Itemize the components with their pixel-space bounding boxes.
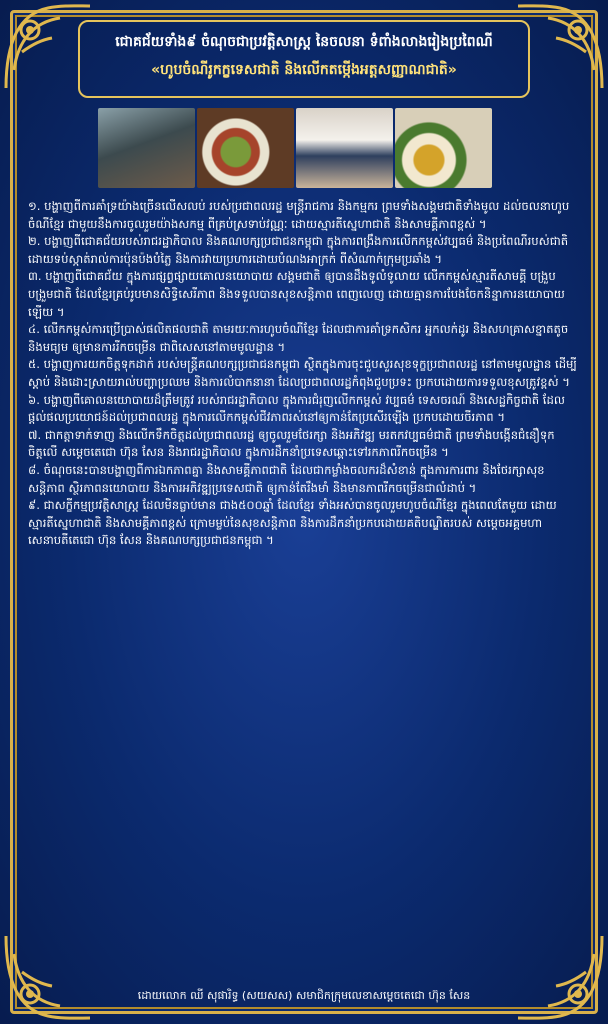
paragraph-2: ២. បង្ហាញពីជោគជ័យរបស់រាជរដ្ឋាភិបាល និងគណបក្សប្រជាជនកម្ពុជា ក្នុងការពង្រឹងការលើកកម្ពស់វប្បធម៌ និងប្រពៃណីរបស់ជាតិ ដោយទប់ស្កាត់រាល់ការប៉ុនប៉ងបំភ្លៃ និងការវាយប្រហារដោយបំណងអាក្រក់ ពីសំណាក់ក្រុមប្រឆាំង ។: [28, 234, 569, 266]
paragraph-8: ៨. ចំណុចនេះបានបង្ហាញពីការឯកភាពគ្នា និងសាមគ្គីភាពជាតិ ដែលជាកម្លាំងចលករដ៏សំខាន់ ក្នុងការការពារ និងថែរក្សាសុខសន្តិភាព ស្ថិរភាពនយោបាយ និងការអភិវឌ្ឍប្រទេសជាតិ ឲ្យកាន់តែរឹងមាំ និងមានភាពរីកចម្រើនជាលំដាប់ ។: [28, 462, 545, 495]
photo-leader-eating: [296, 108, 393, 188]
photo-strip: [98, 108, 492, 188]
ornament-corner-icon: [0, 929, 95, 1024]
paragraph-3: ៣. បង្ហាញពីជោគជ័យ ក្នុងការផ្សព្វផ្សាយគោលនយោបាយ សង្គមជាតិ ឲ្យបានដឹងទូលំទូលាយ លើកកម្ពស់ស្មារតីសាមគ្គី បង្រួបបង្រួមជាតិ ដែលខ្មែរគ្រប់រូបមានសិទ្ធិសេរីភាព និងទទួលបានសុខសន្តិភាព ពេញលេញ ដោយគ្មានការបែងចែកនិន្នាការនយោបាយ ឡើយ ។: [28, 269, 565, 319]
photo-traditional-food: [395, 108, 492, 188]
title-box: [78, 20, 530, 98]
paragraph-1: ១. បង្ហាញពីការគាំទ្រយ៉ាងច្រើនលើសលប់ របស់ប្រជាពលរដ្ឋ មន្ត្រីរាជការ និងកម្មករ ព្រមទាំងសង្គមជាតិទាំងមូល ដល់ចលនាហូបចំណីខ្មែរ ជាមួយនឹងការចូលរួមយ៉ាងសកម្ម ពីគ្រប់ស្រទាប់វណ្ណៈ ដោយស្មារតីស្នេហាជាតិ និងសាមគ្គីភាពខ្ពស់ ។: [28, 199, 570, 231]
paragraph-5: ៥. បង្ហាញការយកចិត្តទុកដាក់ របស់មន្ត្រីគណបក្សប្រជាជនកម្ពុជា ស្ថិតក្នុងការចុះជួបសួរសុខទុក្ខប្រជាពលរដ្ឋ នៅតាមមូលដ្ឋាន ដើម្បីស្តាប់ និងដោះស្រាយរាល់បញ្ហាប្រឈម និងការលំបាកនានា ដែលប្រជាពលរដ្ឋកំពុងជួបប្រទះ ប្រកបដោយការទទួលខុសត្រូវខ្ពស់ ។: [28, 357, 577, 389]
title-line-1: ជោគជ័យទាំង៩ ចំណុចជាប្រវត្តិសាស្ត្រ នៃចលនា ទំពាំងលាងរៀងប្រពៃណី: [115, 34, 493, 50]
paragraph-6: ៦. បង្ហាញពីគោលនយោបាយដ៏ត្រឹមត្រូវ របស់រាជរដ្ឋាភិបាល ក្នុងការជំរុញលើកកម្ពស់ វប្បធម៌ ទេសចរណ៍ និងសេដ្ឋកិច្ចជាតិ ដែលផ្តល់ផលប្រយោជន៍ដល់ប្រជាពលរដ្ឋ ក្នុងការលើកកម្ពស់ជីវភាពរស់នៅឲ្យកាន់តែប្រសើរឡើង ប្រកបដោយចីរភាព ។: [28, 392, 565, 425]
paragraph-4: ៤. លើកកម្ពស់ការប្រើប្រាស់ផលិតផលជាតិ តាមរយៈការហូបចំណីខ្មែរ ដែលជាការគាំទ្រកសិករ អ្នកលក់ដូរ និងសហគ្រាសខ្នាតតូចនិងមធ្យម ឲ្យមានការរីកចម្រើន ជាពិសេសនៅតាមមូលដ្ឋាន ។: [28, 322, 569, 354]
ornament-corner-icon: [513, 929, 608, 1024]
paragraph-9: ៩. ជាសក្ខីកម្មប្រវត្តិសាស្ត្រ ដែលមិនធ្លាប់មាន ជាង៥០០ឆ្នាំ ដែលខ្មែរ ទាំងអស់បានចូលរួមហូបចំណីខ្មែរ ក្នុងពេលតែមួយ ដោយស្មារតីស្នេហាជាតិ និងសាមគ្គីភាពខ្ពស់ ក្រោមម្លប់នៃសុខសន្តិភាព និងការដឹកនាំប្រកបដោយគតិបណ្ឌិតរបស់ សម្តេចអគ្គមហាសេនាបតីតេជោ ហ៊ុន សែន និងគណបក្សប្រជាជនកម្ពុជា ។: [28, 498, 557, 548]
title-line-2: «ហូបចំណីរូកក្ខទេសជាតិ និងលើកតម្កើងអត្តសញ្ញាណជាតិ»: [151, 62, 457, 78]
body-text: [28, 198, 580, 550]
paragraph-7: ៧. ជាកត្តាទាក់ទាញ និងលើកទឹកចិត្តដល់ប្រជាពលរដ្ឋ ឲ្យចូលរួមថែរក្សា និងអភិវឌ្ឍ មរតកវប្បធម៌ជាតិ ព្រមទាំងបង្កើនជំនឿទុកចិត្តលើ សម្តេចតេជោ ហ៊ុន សែន និងរាជរដ្ឋាភិបាល ក្នុងការដឹកនាំប្រទេសឆ្ពោះទៅរកភាពរីកចម្រើន ។: [28, 427, 555, 460]
author-footer: ដោយលោក ឈី សុផារិទ្ធ (សយសស) សមាជិកក្រុមលេខាសម្តេចតេជោ ហ៊ុន សែន: [137, 989, 471, 1002]
photo-people-cooking: [98, 108, 195, 188]
photo-food-dishes: [197, 108, 294, 188]
